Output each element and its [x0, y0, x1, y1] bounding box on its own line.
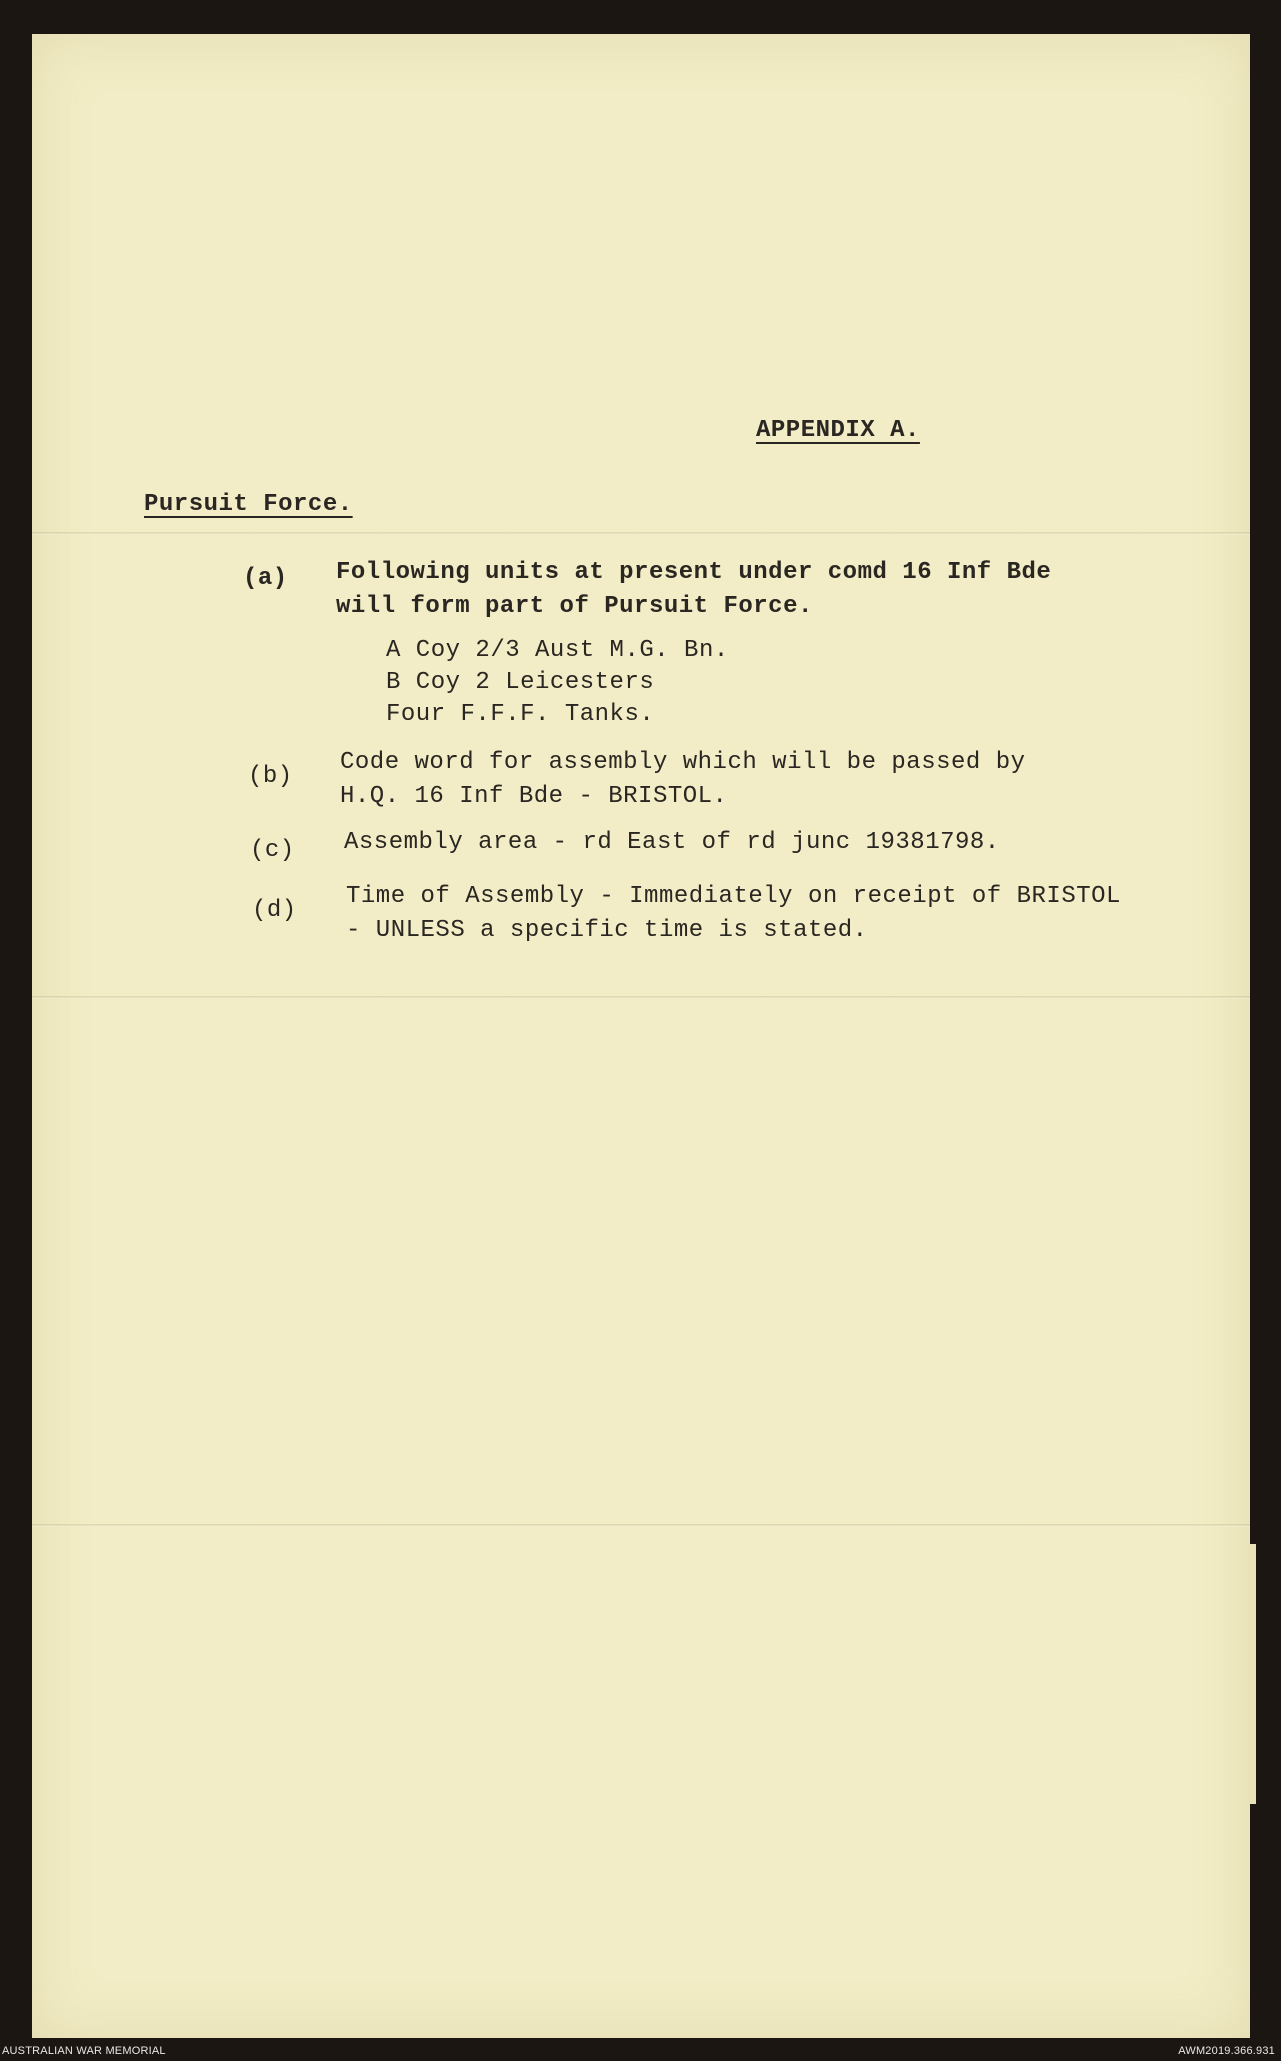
- appendix-title: APPENDIX A.: [756, 417, 920, 444]
- item-marker: (a): [243, 565, 288, 592]
- footer-credit: AUSTRALIAN WAR MEMORIAL: [2, 2045, 166, 2057]
- unit-entry: A Coy 2/3 Aust M.G. Bn.: [386, 637, 729, 664]
- item-marker: (d): [252, 897, 297, 924]
- paper-fold: [32, 1524, 1250, 1527]
- item-line: Following units at present under comd 16 Inf Bde: [336, 559, 1052, 586]
- paper-fold: [32, 532, 1250, 535]
- item-line: - UNLESS a specific time is stated.: [346, 917, 868, 944]
- item-line: will form part of Pursuit Force.: [336, 593, 813, 620]
- document-sheet: [32, 34, 1250, 2038]
- item-line: H.Q. 16 Inf Bde - BRISTOL.: [340, 783, 728, 810]
- section-heading: Pursuit Force.: [144, 491, 353, 518]
- item-line: Time of Assembly - Immediately on receipt of BRISTOL: [346, 883, 1121, 910]
- unit-entry: B Coy 2 Leicesters: [386, 669, 655, 696]
- footer-accession-number: AWM2019.366.931: [1178, 2045, 1275, 2057]
- unit-entry: Four F.F.F. Tanks.: [386, 701, 655, 728]
- item-marker: (b): [248, 763, 293, 790]
- paper-edge: [1248, 1544, 1256, 1804]
- item-marker: (c): [250, 837, 295, 864]
- item-line: Code word for assembly which will be passed by: [340, 749, 1026, 776]
- item-line: Assembly area - rd East of rd junc 19381798.: [344, 829, 1000, 856]
- paper-fold: [32, 996, 1250, 999]
